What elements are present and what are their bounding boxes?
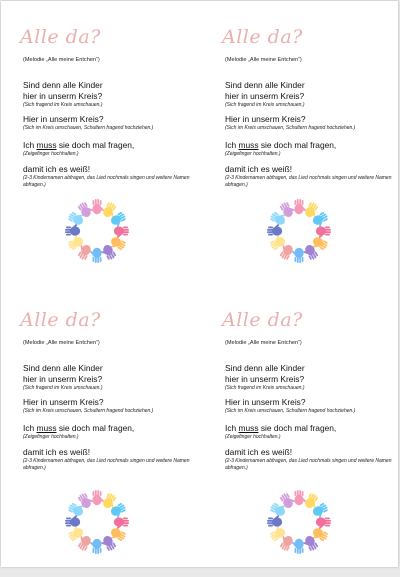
- song-title: Alle da?: [222, 26, 303, 48]
- lyric-text: Ich: [23, 140, 37, 150]
- lyric-line-5: damit ich es weiß!: [225, 447, 293, 457]
- handprint-circle-illustration: [264, 196, 334, 266]
- handprint-icon: [316, 226, 331, 238]
- song-title: Alle da?: [20, 26, 101, 48]
- instruction-3: (Zeigefinger hochhalten.): [23, 434, 79, 440]
- lyric-line-4: [23, 140, 134, 150]
- lyric-line-5: damit ich es weiß!: [225, 164, 293, 174]
- instruction-2: (Sich im Kreis umschauen, Schultern fragend hochziehen.): [225, 125, 356, 131]
- instruction-1: (Sich fragend im Kreis umschauen.): [23, 102, 103, 108]
- lyric-text: Ich: [225, 140, 239, 150]
- document-page: [1, 1, 398, 567]
- song-title: Alle da?: [20, 309, 101, 331]
- instruction-3: (Zeigefinger hochhalten.): [23, 151, 79, 157]
- handprint-icon: [292, 248, 304, 263]
- instruction-4: (2-3 Kindernamen abfragen, das Lied nochmals singen und weitere Namen abfragen.): [23, 458, 190, 472]
- lyric-line-5: damit ich es weiß!: [23, 447, 91, 457]
- melody-note: (Melodie „Alle meine Entchen“): [225, 340, 302, 346]
- instruction-2: (Sich im Kreis umschauen, Schultern fragend hochziehen.): [23, 408, 154, 414]
- instruction-4: (2-3 Kindernamen abfragen, das Lied nochmals singen und weitere Namen abfragen.): [23, 175, 190, 189]
- handprint-icon: [90, 248, 102, 263]
- instruction-3: (Zeigefinger hochhalten.): [225, 434, 281, 440]
- handprint-icon: [90, 539, 102, 554]
- song-card: [20, 309, 202, 577]
- lyric-line-2: hier in unserm Kreis?: [23, 374, 103, 384]
- instruction-2: (Sich im Kreis umschauen, Schultern fragend hochziehen.): [225, 408, 356, 414]
- handprint-icon: [92, 490, 104, 505]
- handprint-icon: [294, 490, 306, 505]
- lyric-line-1: Sind denn alle Kinder: [225, 363, 305, 373]
- handprint-icon: [316, 517, 331, 529]
- song-card: [20, 26, 202, 294]
- handprint-icon: [267, 515, 282, 527]
- melody-note: (Melodie „Alle meine Entchen“): [225, 57, 302, 63]
- lyric-line-3: Hier in unserm Kreis?: [23, 397, 104, 407]
- handprint-icon: [294, 199, 306, 214]
- lyric-line-5: damit ich es weiß!: [23, 164, 91, 174]
- emphasized-word: muss: [36, 140, 57, 150]
- lyric-line-2: hier in unserm Kreis?: [23, 91, 103, 101]
- lyric-line-1: Sind denn alle Kinder: [23, 363, 103, 373]
- handprint-icon: [114, 517, 129, 529]
- lyric-text: Ich: [23, 423, 37, 433]
- lyric-line-3: Hier in unserm Kreis?: [225, 397, 306, 407]
- lyric-line-1: Sind denn alle Kinder: [225, 80, 305, 90]
- handprint-icon: [92, 199, 104, 214]
- lyric-line-2: hier in unserm Kreis?: [225, 91, 305, 101]
- handprint-icon: [65, 224, 80, 236]
- instruction-1: (Sich fragend im Kreis umschauen.): [225, 385, 305, 391]
- instruction-4: (2-3 Kindernamen abfragen, das Lied nochmals singen und weitere Namen abfragen.): [225, 175, 392, 189]
- lyric-text: Ich: [225, 423, 239, 433]
- lyric-line-3: Hier in unserm Kreis?: [225, 114, 306, 124]
- lyric-line-4: [23, 423, 134, 433]
- lyric-text: sie doch mal fragen,: [258, 423, 337, 433]
- instruction-4: (2-3 Kindernamen abfragen, das Lied nochmals singen und weitere Namen abfragen.): [225, 458, 392, 472]
- handprint-circle-illustration: [62, 196, 132, 266]
- lyric-line-2: hier in unserm Kreis?: [225, 374, 305, 384]
- melody-note: (Melodie „Alle meine Entchen“): [23, 57, 100, 63]
- melody-note: (Melodie „Alle meine Entchen“): [23, 340, 100, 346]
- lyric-line-1: Sind denn alle Kinder: [23, 80, 103, 90]
- handprint-icon: [267, 224, 282, 236]
- handprint-circle-illustration: [264, 487, 334, 557]
- handprint-icon: [292, 539, 304, 554]
- lyric-line-4: [225, 140, 336, 150]
- lyric-line-3: Hier in unserm Kreis?: [23, 114, 104, 124]
- lyric-line-4: [225, 423, 336, 433]
- lyric-text: sie doch mal fragen,: [258, 140, 337, 150]
- instruction-2: (Sich im Kreis umschauen, Schultern fragend hochziehen.): [23, 125, 154, 131]
- song-card: [222, 309, 400, 577]
- instruction-3: (Zeigefinger hochhalten.): [225, 151, 281, 157]
- emphasized-word: muss: [36, 423, 57, 433]
- instruction-1: (Sich fragend im Kreis umschauen.): [23, 385, 103, 391]
- song-card: [222, 26, 400, 294]
- handprint-icon: [65, 515, 80, 527]
- handprint-icon: [114, 226, 129, 238]
- emphasized-word: muss: [238, 423, 259, 433]
- song-title: Alle da?: [222, 309, 303, 331]
- handprint-circle-illustration: [62, 487, 132, 557]
- lyric-text: sie doch mal fragen,: [56, 140, 135, 150]
- lyric-text: sie doch mal fragen,: [56, 423, 135, 433]
- emphasized-word: muss: [238, 140, 259, 150]
- instruction-1: (Sich fragend im Kreis umschauen.): [225, 102, 305, 108]
